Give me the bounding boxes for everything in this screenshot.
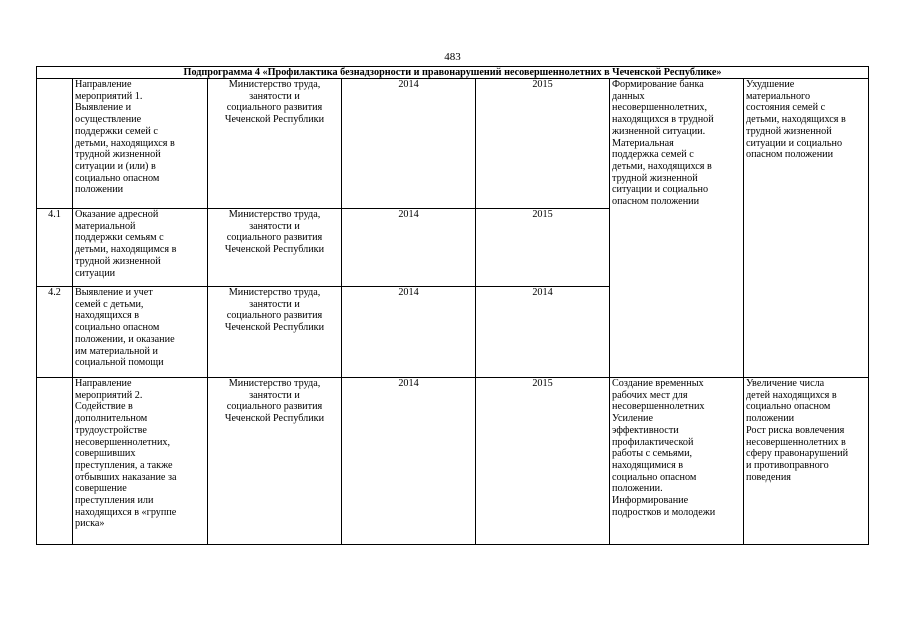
end-year-cell: 2015 (476, 378, 610, 545)
end-year-cell: 2015 (476, 209, 610, 287)
row-number: 4.2 (37, 287, 73, 378)
table-row (37, 378, 869, 545)
table-row (37, 79, 869, 209)
executor-cell: Министерство труда, занятости и социального развития Чеченской Республики (208, 209, 342, 287)
activity-cell: Направление мероприятий 2. Содействие в дополнительном трудоустройстве несовершеннолетних, совершивших преступления, а также отбывших наказание за совершение преступления или находящихся в «группе риска» (73, 378, 208, 545)
start-year-cell: 2014 (342, 209, 476, 287)
start-year-cell: 2014 (342, 287, 476, 378)
measures-table (36, 66, 869, 545)
end-year-cell: 2014 (476, 287, 610, 378)
row-number (37, 79, 73, 209)
row-number (37, 378, 73, 545)
activity-cell: Оказание адресной материальной поддержки семьям с детьми, находящимся в трудной жизненной ситуации (73, 209, 208, 287)
expected-result-cell: Формирование банка данных несовершеннолетних, находящихся в трудной жизненной ситуации. Материальная поддержка семей с детьми, находящихся в трудной жизненной ситуации и социально опасном положении (610, 79, 744, 378)
row-number: 4.1 (37, 209, 73, 287)
page-number: 483 (444, 51, 461, 63)
end-year-cell: 2015 (476, 79, 610, 209)
activity-cell: Направление мероприятий 1. Выявление и осуществление поддержки семей с детьми, находящихся в трудной жизненной ситуации и (или) в социально опасном положении (73, 79, 208, 209)
consequence-cell: Увеличение числа детей находящихся в социально опасном положении Рост риска вовлечения несовершеннолетних в сферу правонарушений и противоправного поведения (744, 378, 869, 545)
subprogram-title: Подпрограмма 4 «Профилактика безнадзорности и правонарушений несовершеннолетних в Чеченской Республике» (37, 67, 869, 79)
consequence-cell: Ухудшение материального состояния семей с детьми, находящихся в трудной жизненной ситуации и социально опасном положении (744, 79, 869, 378)
executor-cell: Министерство труда, занятости и социального развития Чеченской Республики (208, 378, 342, 545)
executor-cell: Министерство труда, занятости и социального развития Чеченской Республики (208, 287, 342, 378)
expected-result-cell: Создание временных рабочих мест для несовершеннолетних Усиление эффективности профилактической работы с семьями, находящимися в социально опасном положении. Информирование подростков и молодежи (610, 378, 744, 545)
start-year-cell: 2014 (342, 79, 476, 209)
start-year-cell: 2014 (342, 378, 476, 545)
subprogram-title-row (37, 67, 869, 79)
activity-cell: Выявление и учет семей с детьми, находящихся в социально опасном положении, и оказание им материальной и социальной помощи (73, 287, 208, 378)
executor-cell: Министерство труда, занятости и социального развития Чеченской Республики (208, 79, 342, 209)
